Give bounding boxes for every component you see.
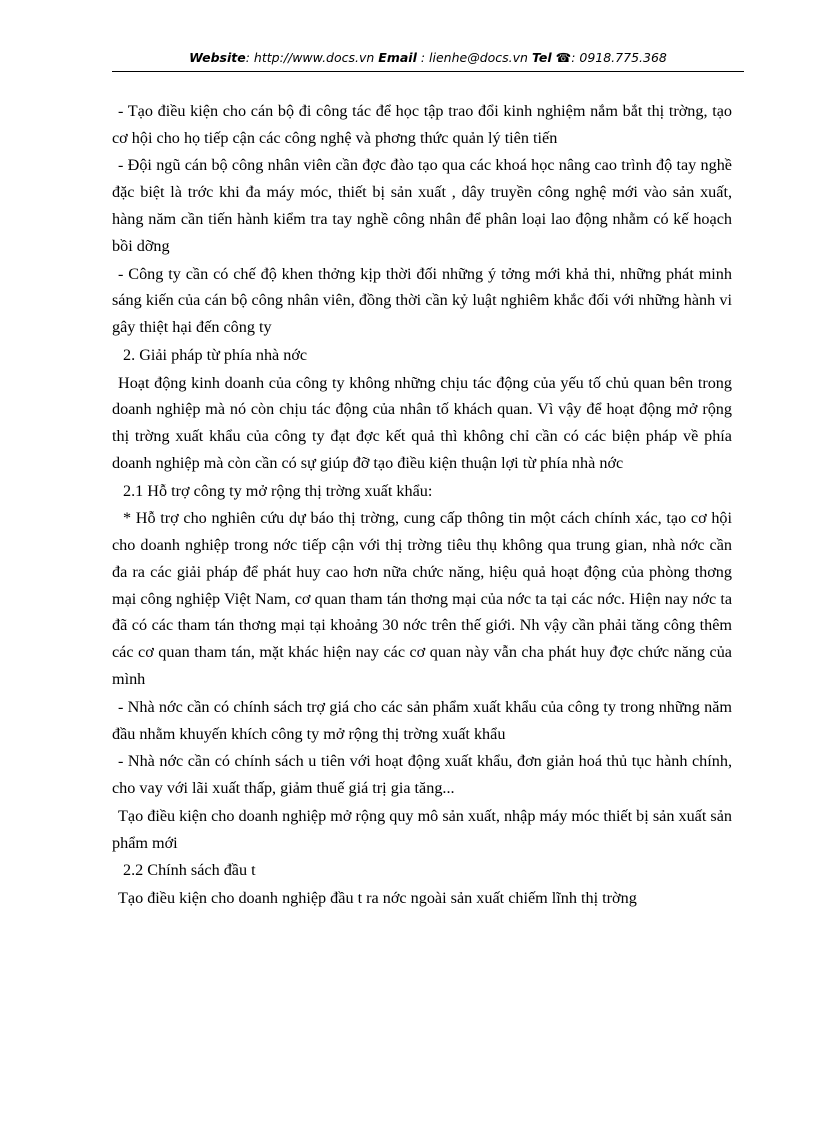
section-heading: 2. Giải pháp từ phía nhà nớc bbox=[123, 345, 308, 364]
paragraph: - Công ty cần có chế độ khen thởng kịp thời đối những ý tởng mới khả thi, những phát minh sáng kiến của cán bộ công nhân viên, đồng thời cần kỷ luật nghiêm khắc đối với những hành vi gây thiệt hại đến công ty bbox=[112, 264, 732, 337]
paragraph: - Đội ngũ cán bộ công nhân viên cần đợc đào tạo qua các khoá học nâng cao trình độ tay nghề đặc biệt là trớc khi đa máy móc, thiết bị sản xuất , dây truyền công nghệ mới vào sản xuất, hàng năm cần tiến hành kiểm tra tay nghề công nhân để phân loại lao động nhằm có kế hoạch bồi dỡng bbox=[112, 156, 732, 255]
tel-value: : 0918.775.368 bbox=[571, 50, 667, 65]
paragraph: - Nhà nớc cần có chính sách trợ giá cho các sản phẩm xuất khẩu của công ty trong những năm đầu nhằm khuyến khích công ty mở rộng thị trờng xuất khẩu bbox=[112, 697, 732, 743]
header-divider bbox=[112, 71, 744, 72]
paragraph: Hoạt động kinh doanh của công ty không những chịu tác động của yếu tố chủ quan bên trong doanh nghiệp mà nó còn chịu tác động của nhân tố khách quan. Vì vậy để hoạt động mở rộng thị trờng xuất khẩu của công ty đạt đợc kết quả thì không chỉ cần có các biện pháp về phía doanh nghiệp mà còn cần có sự giúp đỡ tạo điều kiện thuận lợi từ phía nhà nớc bbox=[112, 373, 732, 472]
email-value: : lienhe@docs.vn bbox=[416, 50, 532, 65]
website-value: : http://www.docs.vn bbox=[245, 50, 379, 65]
subsection-heading: 2.1 Hỗ trợ công ty mở rộng thị trờng xuất khẩu: bbox=[123, 481, 433, 500]
paragraph: Tạo điều kiện cho doanh nghiệp mở rộng quy mô sản xuất, nhập máy móc thiết bị sản xuất sản phẩm mới bbox=[112, 806, 732, 852]
paragraph: - Tạo điều kiện cho cán bộ đi công tác để học tập trao đổi kinh nghiệm nắm bắt thị trờng, tạo cơ hội cho họ tiếp cận các công nghệ và phơng thức quản lý tiên tiến bbox=[112, 102, 732, 147]
website-label: Website bbox=[189, 50, 246, 65]
email-label: Email bbox=[378, 50, 417, 65]
tel-label: Tel bbox=[531, 50, 552, 65]
phone-icon: ☎ bbox=[555, 50, 572, 65]
subsection-heading: 2.2 Chính sách đầu t bbox=[123, 861, 256, 880]
paragraph: * Hỗ trợ cho nghiên cứu dự báo thị trờng, cung cấp thông tin một cách chính xác, tạo cơ hội cho doanh nghiệp trong nớc tiếp cận với thị trờng tiêu thụ không qua trung gian, nhà nớc cần đa ra các giải pháp để phát huy cao hơn nữa chức năng, hiệu quả hoạt động của phòng thơng mại công nghiệp Việt Nam, cơ quan tham tán thơng mại của nớc ta tại các nớc. Hiện nay nớc ta đã có các tham tán thơng mại tại khoảng 30 nớc trên thế giới. Nh vậy cần phải tăng công thêm các cơ quan tham tán, mặt khác hiện nay các cơ quan này vẫn cha phát huy đợc chức năng của mình bbox=[112, 509, 732, 689]
paragraph: - Nhà nớc cần có chính sách u tiên với hoạt động xuất khẩu, đơn giản hoá thủ tục hành chính, cho vay với lãi xuất thấp, giảm thuế giá trị gia tăng... bbox=[112, 752, 732, 798]
page-header bbox=[112, 50, 744, 65]
paragraph: Tạo điều kiện cho doanh nghiệp đầu t ra nớc ngoài sản xuất chiếm lĩnh thị trờng bbox=[118, 888, 637, 907]
document-body bbox=[112, 98, 732, 912]
